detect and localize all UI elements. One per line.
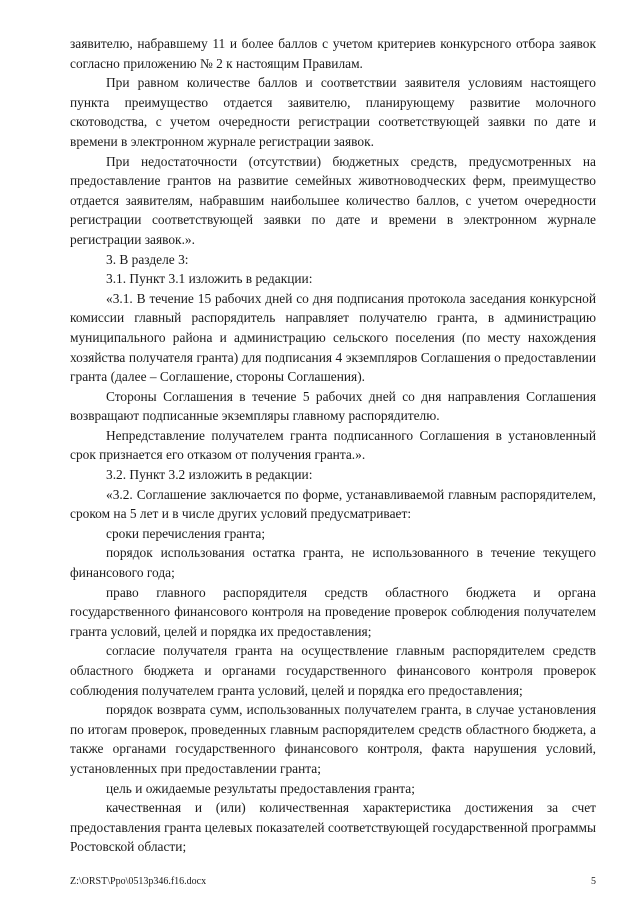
paragraph-item-3-1-text: «3.1. В течение 15 рабочих дней со дня подписания протокола заседания конкурсной комиссии главный распорядитель направляет получателю гранта, в администрацию муниципального района и администрацию сельского поселения (по месту нахождения хозяйства получателя гранта) для подписания 4 экземпляров Соглашения о предоставлении гранта (далее – Соглашение, стороны Соглашения). [70, 290, 596, 385]
paragraph-equal-points: При равном количестве баллов и соответствии заявителя условиям настоящего пункта преимущество отдается заявителю, планирующему развитие молочного скотоводства, с учетом очередности регистрации соответствующей заявки по дате и времени в электронном журнале регистрации заявок. [70, 75, 596, 149]
paragraph-unused-balance: порядок использования остатка гранта, не использованного в течение текущего финансового года; [70, 545, 596, 581]
paragraph-insufficient-funds: При недостаточности (отсутствии) бюджетных средств, предусмотренных на предоставление грантов на развитие семейных животноводческих ферм, преимущество отдается заявителям, набравшим наибольшее количество баллов, с учетом очередности регистрации соответствующей заявки по дате и времени в электронном журнале регистрации заявок.». [70, 153, 596, 247]
page-footer [70, 872, 596, 892]
document-body [70, 34, 596, 857]
paragraph-refund-procedure: порядок возврата сумм, использованных получателем гранта, в случае установления по итогам проверок, проведенных главным распорядителем средств областного бюджета, а также органами государственного финансового контроля, факта нарушения условий, установленных при предоставлении гранта; [70, 702, 596, 776]
paragraph-transfer-terms: сроки перечисления гранта; [106, 525, 266, 541]
page-number: 5 [591, 876, 596, 887]
paragraph-item-3-1-heading: 3.1. Пункт 3.1 изложить в редакции: [106, 271, 313, 287]
paragraph-target-indicators: качественная и (или) количественная характеристика достижения за счет предоставления гранта целевых показателей соответствующей государственной программы Ростовской области; [70, 800, 596, 855]
footer-file-path: Z:\ORST\Ppo\0513p346.f16.docx [70, 876, 207, 887]
paragraph-item-3-2-heading: 3.2. Пункт 3.2 изложить в редакции: [106, 467, 313, 483]
paragraph-agreement-return: Стороны Соглашения в течение 5 рабочих дней со дня направления Соглашения возвращают подписанные экземпляры главному распорядителю. [70, 388, 596, 424]
paragraph-item-3-2-text: «3.2. Соглашение заключается по форме, устанавливаемой главным распорядителем, сроком на 5 лет и в числе других условий предусматривает: [70, 486, 596, 522]
paragraph-criteria-continuation: заявителю, набравшему 11 и более баллов с учетом критериев конкурсного отбора заявок согласно приложению № 2 к настоящим Правилам. [70, 36, 596, 71]
paragraph-goals-results: цель и ожидаемые результаты предоставления гранта; [106, 780, 415, 796]
paragraph-right-of-inspection: право главного распорядителя средств областного бюджета и органа государственного финансового контроля на проведение проверок соблюдения получателем гранта условий, целей и порядка их предоставления; [70, 584, 596, 639]
paragraph-section-3: 3. В разделе 3: [106, 251, 189, 267]
paragraph-consent-of-recipient: согласие получателя гранта на осуществление главным распорядителем средств областного бюджета и органами государственного финансового контроля проверок соблюдения получателем гранта условий, целей и порядка его предоставления; [70, 643, 596, 698]
paragraph-non-submission: Непредставление получателем гранта подписанного Соглашения в установленный срок признается его отказом от получения гранта.». [70, 427, 596, 463]
